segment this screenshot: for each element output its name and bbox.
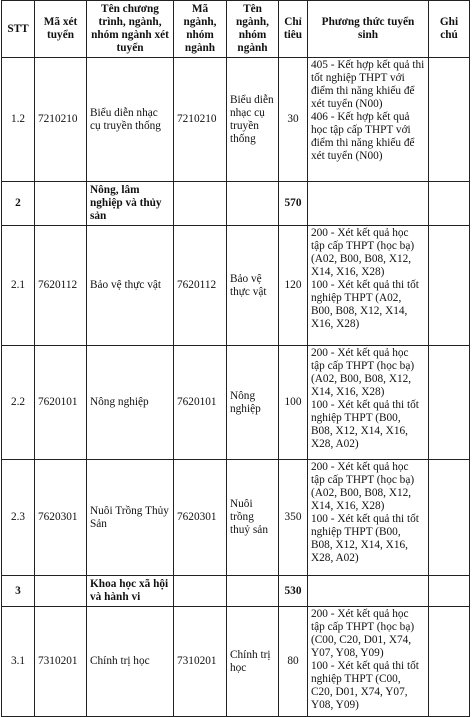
cell-chi-tieu: 530 — [279, 576, 308, 607]
cell-ten-nganh: Bảo vệ thực vật — [227, 226, 279, 346]
cell-phuong-thuc — [308, 226, 429, 346]
cell-ten-nganh: Nuôi trồng thuỷ sản — [227, 460, 279, 576]
cell-empty — [174, 576, 227, 607]
group-row — [2, 182, 470, 226]
cell-ma-nganh: 7310201 — [174, 607, 227, 717]
cell-ma-xet-tuyen: 7310201 — [35, 607, 87, 717]
method-line: 100 - Xét kết quả thi tốt nghiệp THPT (B00, B08, X12, X14, X16, X28, A02) — [311, 513, 419, 564]
cell-ghi-chu — [429, 460, 470, 576]
header-phuong-thuc: Phương thức tuyển sinh — [308, 1, 429, 58]
method-line: 405 - Kết hợp kết quả thi tốt nghiệp THPT với điểm thi năng khiếu để xét tuyển (N00) — [311, 59, 425, 110]
cell-stt: 2.1 — [2, 226, 35, 346]
cell-ten-chuong-trinh: Chính trị học — [87, 607, 174, 717]
cell-empty — [35, 182, 87, 226]
cell-ten-chuong-trinh: Biểu diễn nhạc cụ truyền thống — [87, 58, 174, 182]
cell-empty — [227, 576, 279, 607]
header-stt: STT — [2, 1, 35, 58]
method-line: 200 - Xét kết quả học tập cấp THPT (học bạ) (A02, B00, B08, X12, X14, X16, X28) — [311, 347, 415, 398]
cell-chi-tieu: 30 — [279, 58, 308, 182]
cell-ma-nganh: 7620101 — [174, 346, 227, 460]
table-row — [2, 460, 470, 576]
cell-stt: 2.2 — [2, 346, 35, 460]
cell-empty — [429, 182, 470, 226]
cell-group-name: Khoa học xã hội và hành vi — [87, 576, 174, 607]
cell-ma-xet-tuyen: 7620112 — [35, 226, 87, 346]
cell-chi-tieu: 120 — [279, 226, 308, 346]
method-line: 200 - Xét kết quả học tập cấp THPT (học bạ) (A02, B00, B08, X12, X14, X16, X28) — [311, 227, 415, 278]
cell-empty — [308, 182, 429, 226]
cell-empty — [35, 576, 87, 607]
header-ma-xet-tuyen: Mã xét tuyển — [35, 1, 87, 58]
cell-stt: 3 — [2, 576, 35, 607]
cell-stt: 3.1 — [2, 607, 35, 717]
table-row — [2, 226, 470, 346]
cell-stt: 2 — [2, 182, 35, 226]
cell-phuong-thuc — [308, 58, 429, 182]
header-chi-tieu: Chỉ tiêu — [279, 1, 308, 58]
cell-ten-chuong-trinh: Nuôi Trồng Thủy Sản — [87, 460, 174, 576]
cell-empty — [308, 576, 429, 607]
header-ten-chuong-trinh: Tên chương trình, ngành, nhóm ngành xét tuyển — [87, 1, 174, 58]
cell-phuong-thuc — [308, 460, 429, 576]
cell-ten-nganh: Chính trị học — [227, 607, 279, 717]
header-ma-nganh: Mã ngành, nhóm ngành — [174, 1, 227, 58]
method-line: 100 - Xét kết quả thi tốt nghiệp THPT (B00, B08, X12, X14, X16, X28, A02) — [311, 399, 419, 450]
cell-chi-tieu: 80 — [279, 607, 308, 717]
cell-chi-tieu: 350 — [279, 460, 308, 576]
table-row — [2, 58, 470, 182]
method-line: 406 - Kết hợp kết quả học tập cấp THPT với điểm thi năng khiếu để xét tuyển (N00) — [311, 111, 415, 162]
cell-ten-nganh: Biểu diễn nhạc cụ truyền thống — [227, 58, 279, 182]
cell-chi-tieu: 100 — [279, 346, 308, 460]
cell-ma-xet-tuyen: 7210210 — [35, 58, 87, 182]
method-line: 100 - Xét kết quả thi tốt nghiệp THPT (A02, B00, B08, X12, X14, X16, X28) — [311, 279, 419, 330]
header-ten-nganh: Tên ngành, nhóm ngành — [227, 1, 279, 58]
cell-ma-nganh: 7620301 — [174, 460, 227, 576]
table-row — [2, 607, 470, 717]
cell-stt: 2.3 — [2, 460, 35, 576]
method-line: 200 - Xét kết quả học tập cấp THPT (học bạ) (C00, C20, D01, X74, Y07, Y08, Y09) — [311, 608, 415, 659]
cell-ghi-chu — [429, 226, 470, 346]
cell-ten-chuong-trinh: Bảo vệ thực vật — [87, 226, 174, 346]
cell-ghi-chu — [429, 346, 470, 460]
cell-ghi-chu — [429, 607, 470, 717]
method-line: 200 - Xét kết quả học tập cấp THPT (học bạ) (A02, B00, B08, X12, X14, X16, X28) — [311, 461, 415, 512]
cell-ma-nganh: 7210210 — [174, 58, 227, 182]
cell-phuong-thuc — [308, 607, 429, 717]
cell-ten-chuong-trinh: Nông nghiệp — [87, 346, 174, 460]
cell-ma-nganh: 7620112 — [174, 226, 227, 346]
cell-group-name: Nông, lâm nghiệp và thủy sản — [87, 182, 174, 226]
cell-empty — [227, 182, 279, 226]
cell-ten-nganh: Nông nghiệp — [227, 346, 279, 460]
cell-ghi-chu — [429, 58, 470, 182]
cell-ma-xet-tuyen: 7620301 — [35, 460, 87, 576]
cell-stt: 1.2 — [2, 58, 35, 182]
table-row — [2, 346, 470, 460]
group-row — [2, 576, 470, 607]
cell-empty — [174, 182, 227, 226]
header-row — [2, 1, 470, 58]
admission-table — [1, 0, 470, 717]
cell-ma-xet-tuyen: 7620101 — [35, 346, 87, 460]
cell-chi-tieu: 570 — [279, 182, 308, 226]
header-ghi-chu: Ghi chú — [429, 1, 470, 58]
cell-phuong-thuc — [308, 346, 429, 460]
cell-empty — [429, 576, 470, 607]
method-line: 100 - Xét kết quả thi tốt nghiệp THPT (C00, C20, D01, X74, Y07, Y08, Y09) — [311, 660, 419, 711]
